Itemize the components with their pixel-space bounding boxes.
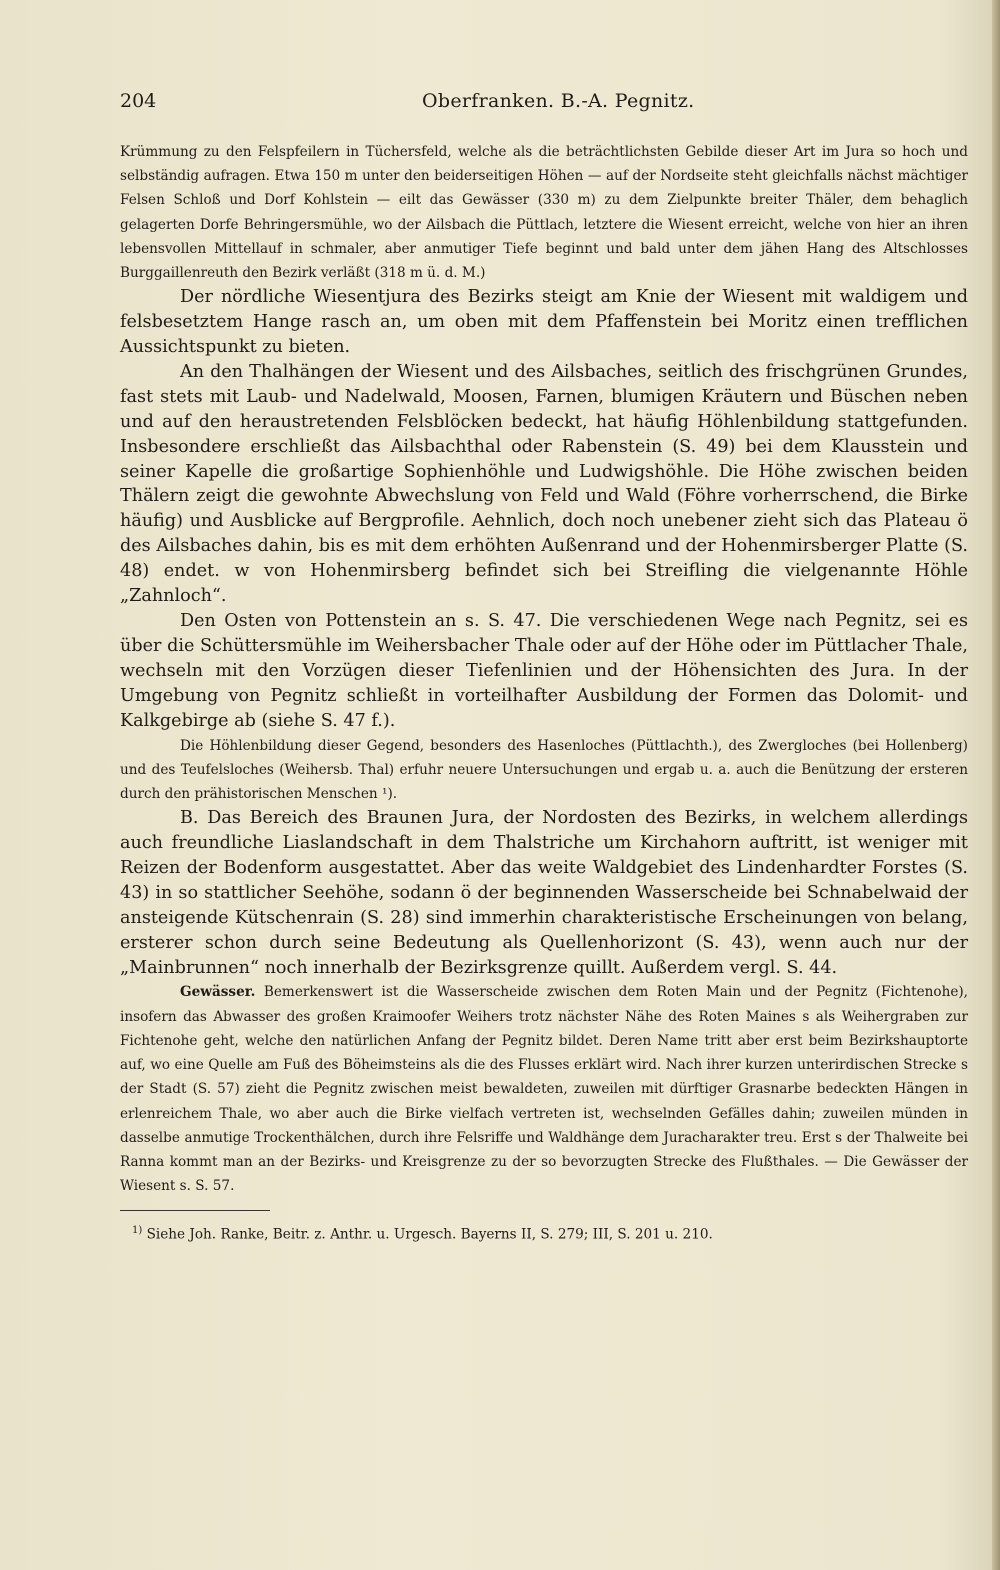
page-number: 204 — [120, 90, 157, 112]
paragraph-waters-text: Bemerkenswert ist die Wasserscheide zwischen dem Roten Main und der Pegnitz (Fichtenohe), insofern das Abwasser des großen Kraimoofer Weihers trotz nächster Nähe des Roten Maines s als Weihergraben zur Fichtenohe geht, welche den natürlichen Anfang der Pegnitz bildet. Deren Name tritt aber erst beim Bezirkshauptorte auf, wo eine Quelle am Fuß des Böheimsteins als die des Flusses erklärt wird. Nach ihrer kurzen unterirdischen Strecke s der Stadt (S. 57) zieht die Pegnitz zwischen meist bewaldeten, zuweilen mit dürftiger Grasnarbe bedeckten Hängen in erlenreichem Thale, wo aber auch die Birke vielfach vertreten ist, wechselnden Gefälles dahin; zuweilen münden in dasselbe anmutige Trockenthälchen, durch ihre Felsriffe und Waldhänge dem Juracharakter treu. Erst s der Thalweite bei Ranna kommt man an der Bezirks- und Kreisgrenze zu der so bevorzugten Strecke des Flußthales. — Die Gewässer der Wiesent s. S. 57. — [120, 984, 968, 1195]
paragraph-east-pottenstein: Den Osten von Pottenstein an s. S. 47. Die verschiedenen Wege nach Pegnitz, sei es über die Schüttersmühle im Weihersbacher Thale oder auf der Höhe oder im Püttlacher Thale, wechseln mit den Vorzügen dieser Tiefenlinien und der Höhensichten des Jura. In der Umgebung von Pegnitz schließt in vorteilhafter Ausbildung der Formen das Dolomit- und Kalkgebirge ab (siehe S. 47 f.). — [120, 611, 968, 731]
footnote-rule — [120, 1210, 270, 1211]
paragraph-intro: Krümmung zu den Felspfeilern in Tüchersfeld, welche als die beträchtlichsten Gebilde dieser Art im Jura so hoch und selbständig aufragen. Etwa 150 m unter den beiderseitigen Höhen — auf der Nordseite steht gleichfalls nächst mächtiger Felsen Schloß und Dorf Kohlstein — eilt das Gewässer (330 m) zu dem Zielpunkte breiter Thäler, dem behaglich gelagerten Dorfe Behringersmühle, wo der Ailsbach die Püttlach, letztere die Wiesent erreicht, welche von hier an ihren lebensvollen Mittellauf in schmaler, aber anmutiger Tiefe beginnt und bald unter dem jähen Hang des Altschlosses Burggaillenreuth den Bezirk verläßt (318 m ü. d. M.) — [120, 144, 968, 282]
paragraph-cave-note: Die Höhlenbildung dieser Gegend, besonders des Hasenloches (Püttlachth.), des Zwergloches (bei Hollenberg) und des Teufelsloches (Weihersb. Thal) erfuhr neuere Untersuchungen und ergab u. a. auch die Benützung der ersteren durch den prähistorischen Menschen ¹). — [120, 737, 968, 802]
paragraph-brown-jura: B. Das Bereich des Braunen Jura, der Nordosten des Bezirks, in welchem allerdings auch freundliche Liaslandschaft in dem Thalstriche um Kirchahorn auftritt, ist weniger mit Reizen der Bodenform ausgestattet. Aber das weite Waldgebiet des Lindenhardter Forstes (S. 43) in so stattlicher Seehöhe, sodann ö der beginnenden Wasserscheide bei Schnabelwaid der ansteigende Kütschenrain (S. 28) sind immerhin charakteristische Erscheinungen von belang, ersterer schon durch seine Bedeutung als Quellenhorizont (S. 43), wenn auch nur der „Mainbrunnen“ noch innerhalb der Bezirksgrenze quillt. Außerdem vergl. S. 44. — [120, 808, 968, 978]
paragraph-waters — [120, 980, 968, 1198]
paragraph-northern-wiesentjura: Der nördliche Wiesentjura des Bezirks steigt am Knie der Wiesent mit waldigem und felsbesetztem Hange rasch an, um oben mit dem Pfaffenstein bei Moritz einen trefflichen Aussichtspunkt zu bieten. — [120, 287, 968, 358]
page-body — [120, 140, 968, 1245]
footnote-mark: 1) — [132, 1225, 143, 1237]
footnote-text: Siehe Joh. Ranke, Beitr. z. Anthr. u. Urgesch. Bayerns II, S. 279; III, S. 201 u. 210. — [146, 1226, 713, 1243]
running-title: Oberfranken. B.-A. Pegnitz. — [422, 90, 695, 112]
footnote — [120, 1221, 968, 1245]
page-edge — [992, 0, 1000, 1570]
page-header — [120, 90, 968, 120]
section-lead-gewaesser: Gewässer. — [180, 984, 256, 1001]
paragraph-valley-slopes: An den Thalhängen der Wiesent und des Ailsbaches, seitlich des frischgrünen Grundes, fast stets mit Laub- und Nadelwald, Moosen, Farnen, blumigen Kräutern und Büschen neben und auf den heraustretenden Felsblöcken bedeckt, hat häufig Höhlenbildung stattgefunden. Insbesondere erschließt das Ailsbachthal oder Rabenstein (S. 49) bei dem Klausstein und seiner Kapelle die großartige Sophienhöhle und Ludwigshöhle. Die Höhe zwischen beiden Thälern zeigt die gewohnte Abwechslung von Feld und Wald (Föhre vorherrschend, die Birke häufig) und Ausblicke auf Bergprofile. Aehnlich, doch noch unebener zieht sich das Plateau ö des Ailsbaches dahin, bis es mit dem erhöhten Außenrand und der Hohenmirsberger Platte (S. 48) endet. w von Hohenmirsberg befindet sich bei Streifling die vielgenannte Höhle „Zahnloch“. — [120, 361, 968, 607]
